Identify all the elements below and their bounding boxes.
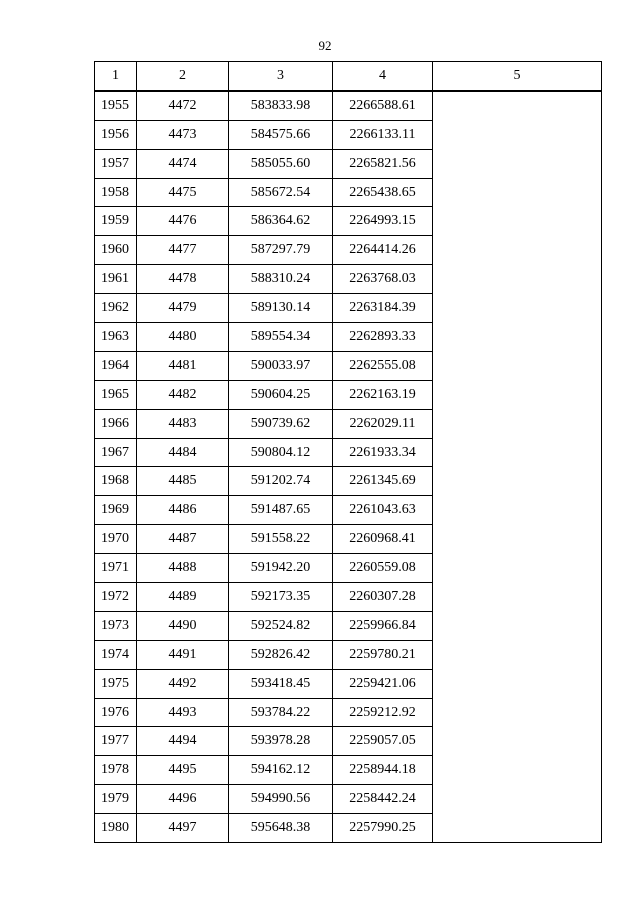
table-cell: 1974: [95, 640, 137, 669]
table-cell: 4484: [137, 438, 229, 467]
table-row: [95, 525, 602, 554]
table-cell: 590604.25: [229, 380, 333, 409]
table-cell: 591487.65: [229, 496, 333, 525]
table-cell: 4476: [137, 207, 229, 236]
table-cell: 1972: [95, 583, 137, 612]
table-cell: 594990.56: [229, 785, 333, 814]
table-cell: 1957: [95, 149, 137, 178]
table-cell: 4483: [137, 409, 229, 438]
column-header: 2: [137, 62, 229, 91]
table-cell: 2264414.26: [333, 236, 433, 265]
table-row: [95, 409, 602, 438]
table-cell: 583833.98: [229, 91, 333, 120]
table-cell: 1960: [95, 236, 137, 265]
table-cell: 4472: [137, 91, 229, 120]
table-cell: 4497: [137, 814, 229, 843]
table-cell: 2259966.84: [333, 611, 433, 640]
table-cell: 1966: [95, 409, 137, 438]
table-cell: 2265438.65: [333, 178, 433, 207]
table-cell: 4494: [137, 727, 229, 756]
table-cell: 4492: [137, 669, 229, 698]
table-cell: 2262555.08: [333, 351, 433, 380]
table-cell: 593978.28: [229, 727, 333, 756]
table-cell: [433, 525, 602, 554]
table-cell: 1977: [95, 727, 137, 756]
table-cell: 588310.24: [229, 265, 333, 294]
table-row: [95, 351, 602, 380]
table-cell: 4478: [137, 265, 229, 294]
table-cell: 2259780.21: [333, 640, 433, 669]
table-cell: 2263768.03: [333, 265, 433, 294]
table-row: [95, 785, 602, 814]
table-cell: 4489: [137, 583, 229, 612]
table-cell: [433, 554, 602, 583]
table-cell: 2258442.24: [333, 785, 433, 814]
table-cell: [433, 120, 602, 149]
table-row: [95, 640, 602, 669]
table-cell: [433, 178, 602, 207]
table-cell: 2260559.08: [333, 554, 433, 583]
table-cell: 1961: [95, 265, 137, 294]
table-row: [95, 265, 602, 294]
table-cell: 589554.34: [229, 323, 333, 352]
table-cell: 4480: [137, 323, 229, 352]
table-cell: [433, 323, 602, 352]
table-cell: 592173.35: [229, 583, 333, 612]
table-cell: [433, 814, 602, 843]
table-cell: 2261345.69: [333, 467, 433, 496]
coordinates-table: [94, 61, 602, 843]
table-cell: 4479: [137, 294, 229, 323]
table-cell: 1979: [95, 785, 137, 814]
table-cell: 593784.22: [229, 698, 333, 727]
table-row: [95, 756, 602, 785]
table-row: [95, 698, 602, 727]
table-cell: 591202.74: [229, 467, 333, 496]
table-cell: 2262029.11: [333, 409, 433, 438]
table-cell: 2261043.63: [333, 496, 433, 525]
table-cell: 4496: [137, 785, 229, 814]
table-cell: 1965: [95, 380, 137, 409]
table-cell: [433, 236, 602, 265]
table-cell: 584575.66: [229, 120, 333, 149]
table-cell: 1956: [95, 120, 137, 149]
table-row: [95, 120, 602, 149]
table-cell: 1970: [95, 525, 137, 554]
table-cell: 4474: [137, 149, 229, 178]
table-cell: 590739.62: [229, 409, 333, 438]
table-cell: 4491: [137, 640, 229, 669]
table-cell: 4487: [137, 525, 229, 554]
table-cell: [433, 467, 602, 496]
table-cell: 2259421.06: [333, 669, 433, 698]
table-row: [95, 467, 602, 496]
table-cell: 4488: [137, 554, 229, 583]
table-cell: 2258944.18: [333, 756, 433, 785]
table-row: [95, 207, 602, 236]
table-cell: [433, 149, 602, 178]
table-cell: 1955: [95, 91, 137, 120]
table-cell: 1967: [95, 438, 137, 467]
table-cell: [433, 265, 602, 294]
table-cell: 2264993.15: [333, 207, 433, 236]
table-cell: [433, 380, 602, 409]
table-row: [95, 669, 602, 698]
table-header-row: [95, 62, 602, 91]
table-cell: 595648.38: [229, 814, 333, 843]
table-cell: 2263184.39: [333, 294, 433, 323]
table-cell: 2260307.28: [333, 583, 433, 612]
table-cell: 1976: [95, 698, 137, 727]
table-cell: 2259057.05: [333, 727, 433, 756]
table-cell: 594162.12: [229, 756, 333, 785]
table-cell: 4473: [137, 120, 229, 149]
table-row: [95, 727, 602, 756]
table-cell: 585055.60: [229, 149, 333, 178]
table-cell: 586364.62: [229, 207, 333, 236]
table-cell: 2261933.34: [333, 438, 433, 467]
table-row: [95, 554, 602, 583]
table-cell: 4477: [137, 236, 229, 265]
table-cell: [433, 207, 602, 236]
table-row: [95, 91, 602, 120]
table-cell: 4485: [137, 467, 229, 496]
table-cell: [433, 438, 602, 467]
table-row: [95, 294, 602, 323]
table-cell: 1962: [95, 294, 137, 323]
table-cell: [433, 698, 602, 727]
table-row: [95, 178, 602, 207]
table-cell: 1980: [95, 814, 137, 843]
table-row: [95, 380, 602, 409]
table-cell: 587297.79: [229, 236, 333, 265]
table-cell: 1978: [95, 756, 137, 785]
table-cell: 4481: [137, 351, 229, 380]
table-cell: 1971: [95, 554, 137, 583]
table-cell: 591942.20: [229, 554, 333, 583]
table-body: [95, 91, 602, 843]
table-row: [95, 236, 602, 265]
page-number: 92: [318, 38, 332, 53]
table-row: [95, 583, 602, 612]
table-cell: [433, 294, 602, 323]
table-cell: [433, 496, 602, 525]
table-cell: 1973: [95, 611, 137, 640]
table-cell: 592826.42: [229, 640, 333, 669]
table-cell: 592524.82: [229, 611, 333, 640]
table-cell: 2260968.41: [333, 525, 433, 554]
table-cell: 591558.22: [229, 525, 333, 554]
table-cell: 590804.12: [229, 438, 333, 467]
table-cell: 4493: [137, 698, 229, 727]
table-cell: 589130.14: [229, 294, 333, 323]
table-cell: 2262893.33: [333, 323, 433, 352]
table-cell: 593418.45: [229, 669, 333, 698]
table-cell: [433, 756, 602, 785]
table-cell: 4486: [137, 496, 229, 525]
table-cell: 1968: [95, 467, 137, 496]
table-cell: 4482: [137, 380, 229, 409]
table-row: [95, 323, 602, 352]
table-cell: 4475: [137, 178, 229, 207]
column-header: 5: [433, 62, 602, 91]
table-cell: 1975: [95, 669, 137, 698]
table-cell: [433, 409, 602, 438]
table-cell: [433, 640, 602, 669]
table-cell: 2262163.19: [333, 380, 433, 409]
table-cell: [433, 785, 602, 814]
table-cell: [433, 351, 602, 380]
table-cell: 2266133.11: [333, 120, 433, 149]
table-cell: [433, 669, 602, 698]
column-header: 1: [95, 62, 137, 91]
table-cell: 2257990.25: [333, 814, 433, 843]
table-cell: 585672.54: [229, 178, 333, 207]
table-cell: 1959: [95, 207, 137, 236]
table-cell: 4490: [137, 611, 229, 640]
table-row: [95, 438, 602, 467]
table-cell: 4495: [137, 756, 229, 785]
table-row: [95, 814, 602, 843]
table-cell: 2259212.92: [333, 698, 433, 727]
table-cell: 1969: [95, 496, 137, 525]
table-cell: 2265821.56: [333, 149, 433, 178]
column-header: 3: [229, 62, 333, 91]
table-row: [95, 149, 602, 178]
table-cell: [433, 91, 602, 120]
table-cell: [433, 611, 602, 640]
table-cell: 1958: [95, 178, 137, 207]
column-header: 4: [333, 62, 433, 91]
table-cell: [433, 583, 602, 612]
table-cell: 1963: [95, 323, 137, 352]
table-row: [95, 611, 602, 640]
table-cell: 1964: [95, 351, 137, 380]
table-cell: 2266588.61: [333, 91, 433, 120]
table-cell: [433, 727, 602, 756]
table-row: [95, 496, 602, 525]
table-cell: 590033.97: [229, 351, 333, 380]
